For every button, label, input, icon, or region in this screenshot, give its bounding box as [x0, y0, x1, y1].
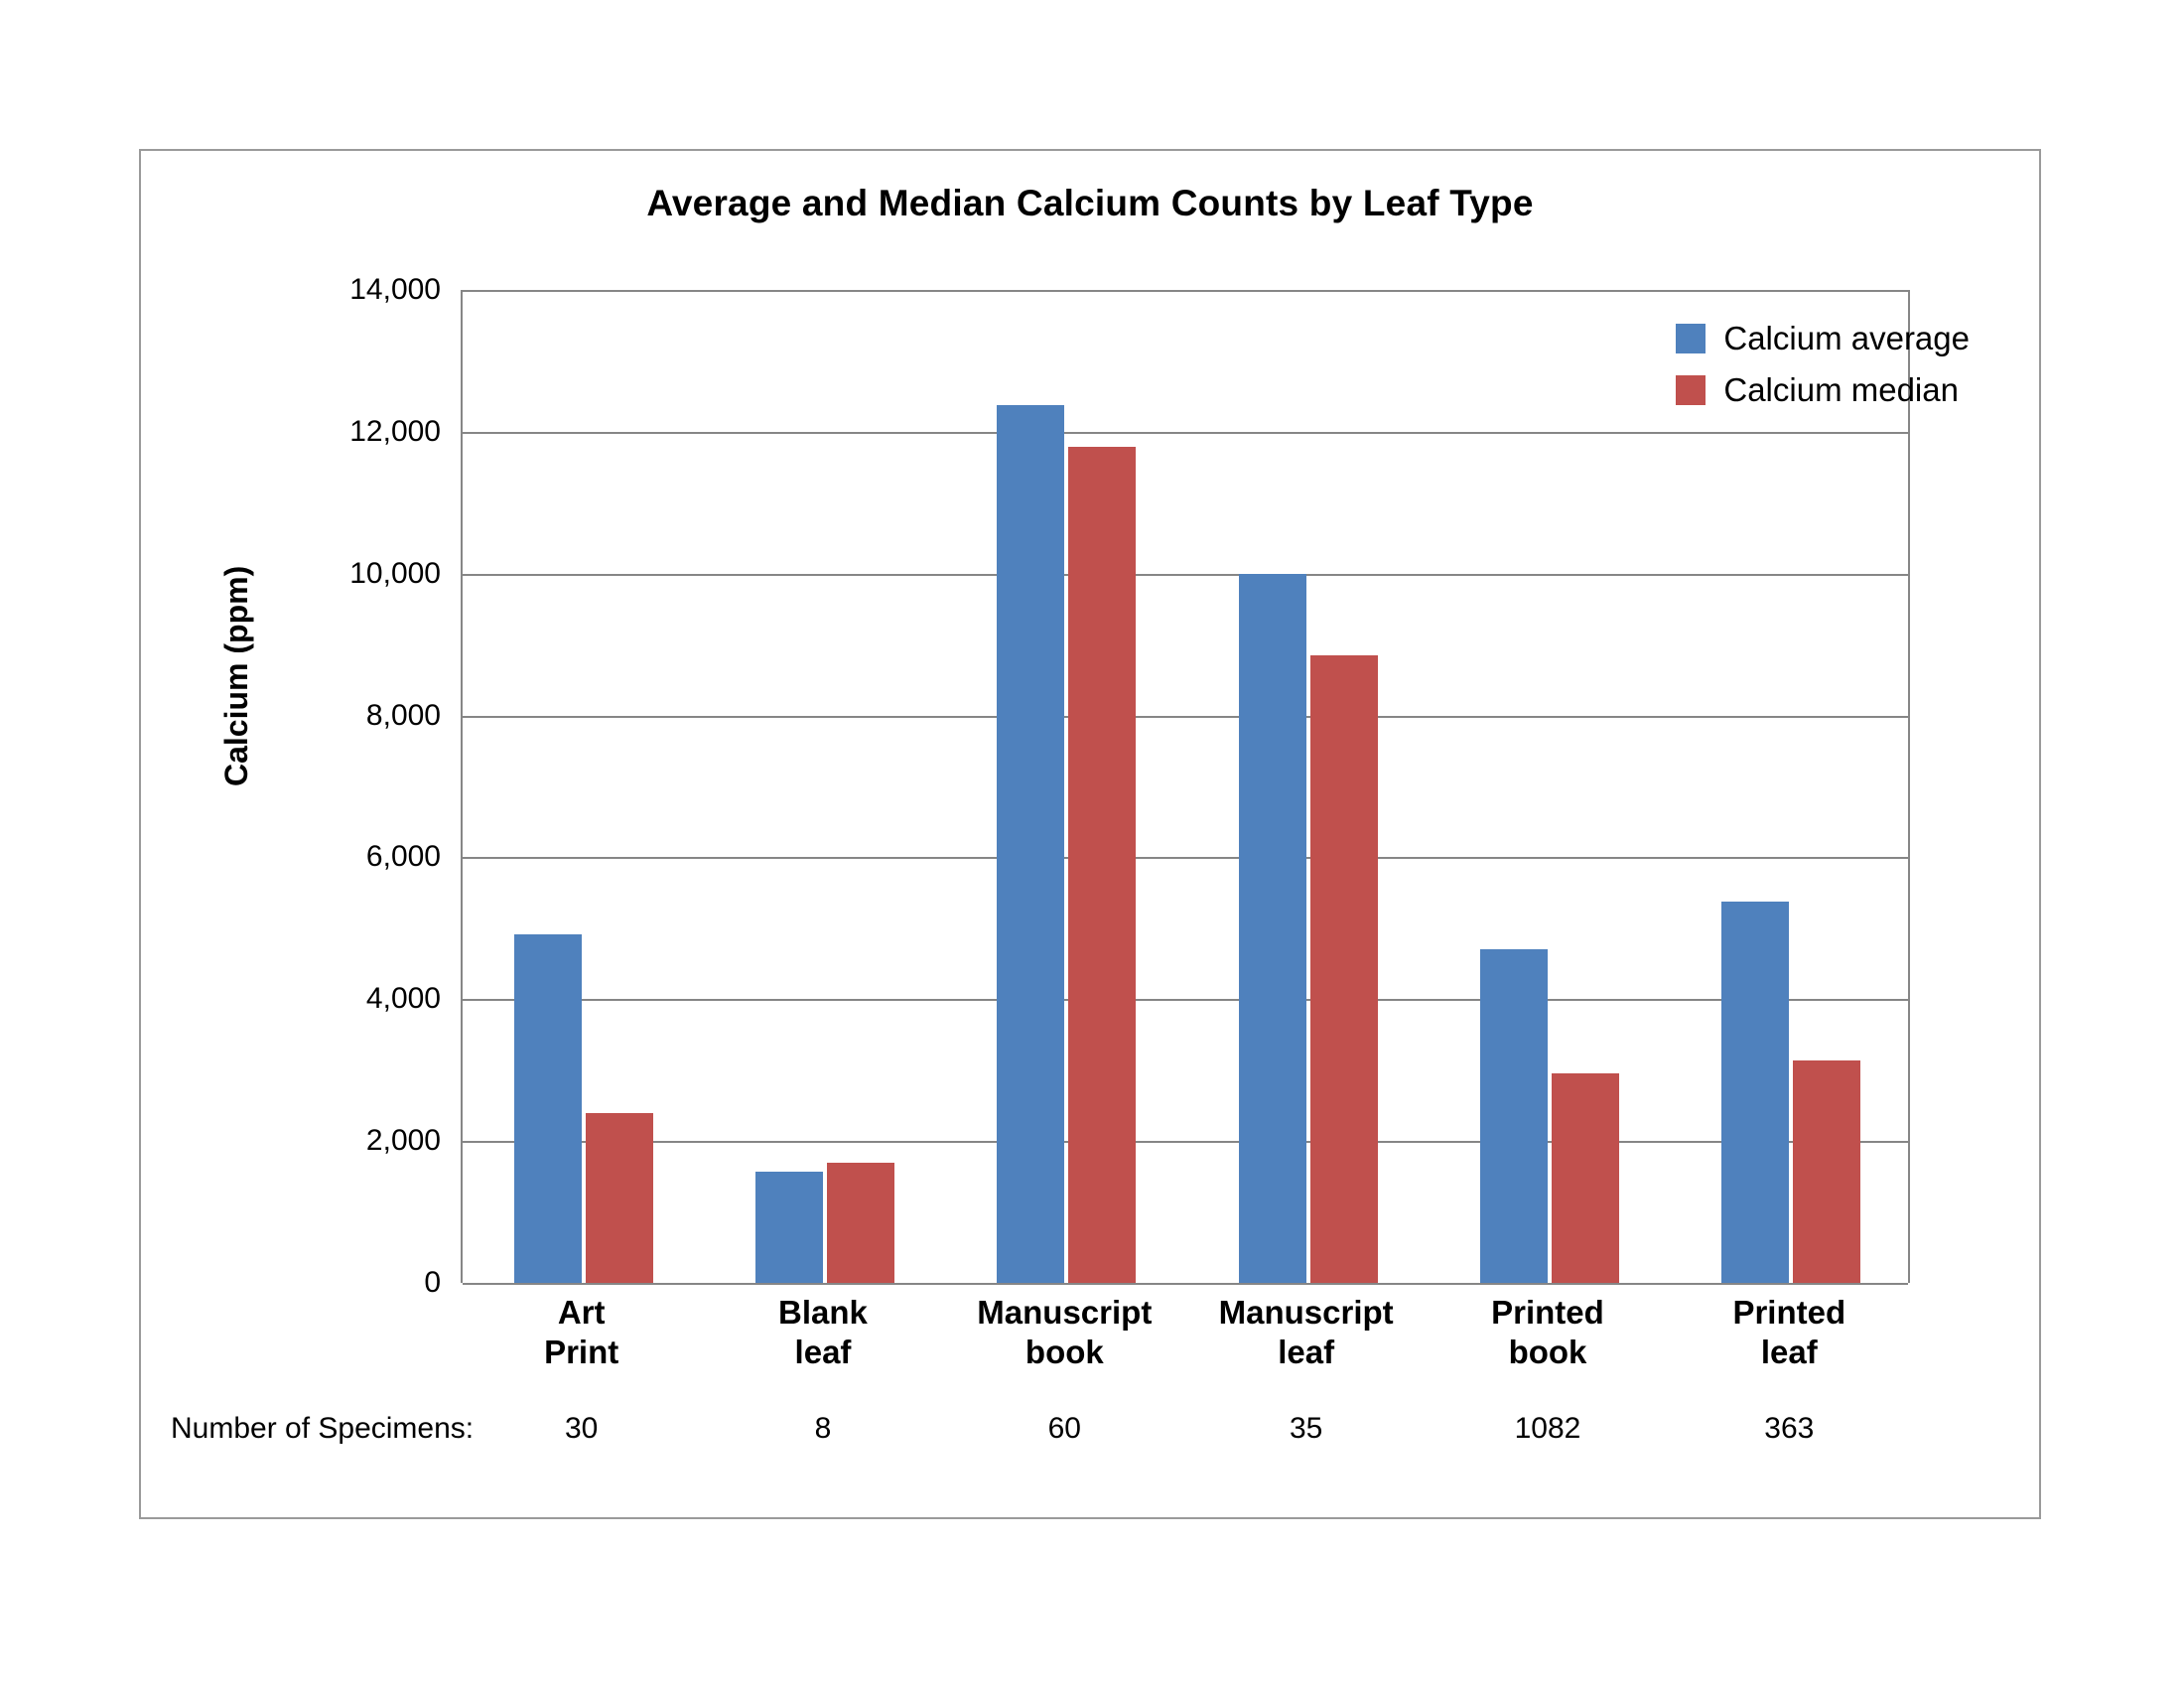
category-label-line: Printed — [1491, 1294, 1604, 1331]
y-axis-tick-label: 2,000 — [365, 1124, 441, 1158]
bar-median — [1793, 1060, 1860, 1283]
bar-average — [1239, 574, 1306, 1283]
x-axis-category-label — [1669, 1293, 1910, 1402]
specimen-count-value: 8 — [814, 1412, 832, 1445]
chart-title: Average and Median Calcium Counts by Leaf Type — [646, 183, 1534, 223]
bar-average — [514, 934, 582, 1283]
y-axis-tick-label: 0 — [424, 1266, 441, 1299]
x-axis-category-label — [461, 1293, 702, 1402]
x-axis-category-label — [702, 1293, 943, 1402]
category-label-line: Manuscript — [977, 1294, 1153, 1331]
bar-median — [1310, 655, 1378, 1283]
specimen-count-value: 30 — [564, 1412, 599, 1445]
x-axis-category-labels — [461, 1293, 1910, 1402]
specimen-count-value: 35 — [1289, 1412, 1323, 1445]
y-axis-tick-label: 10,000 — [349, 556, 441, 590]
y-axis-tick-label: 12,000 — [349, 414, 441, 448]
specimen-count-value: 1082 — [1514, 1412, 1581, 1445]
category-label-line: Blank — [778, 1294, 868, 1331]
y-axis-tick-label: 8,000 — [365, 698, 441, 732]
x-axis-category-label — [1185, 1293, 1427, 1402]
category-label-line: leaf — [1278, 1334, 1335, 1371]
bar-average — [997, 405, 1064, 1283]
category-label-line: Manuscript — [1218, 1294, 1394, 1331]
plot-area — [461, 290, 1910, 1283]
specimen-count-value: 363 — [1764, 1412, 1815, 1445]
category-label-line: Printed — [1732, 1294, 1846, 1331]
bar-median — [586, 1113, 653, 1283]
category-label-line: book — [1024, 1334, 1104, 1371]
legend-label-median: Calcium median — [1723, 371, 1959, 408]
legend-item-calcium-median — [1676, 371, 1970, 409]
category-label-line: leaf — [794, 1334, 852, 1371]
specimen-count-row — [141, 1412, 2039, 1460]
bar-average — [1721, 902, 1789, 1283]
category-label-line: Print — [544, 1334, 619, 1371]
bar-median — [1552, 1073, 1619, 1283]
legend-swatch-icon — [1676, 375, 1706, 405]
category-label-line: leaf — [1760, 1334, 1818, 1371]
y-axis-tick-label: 4,000 — [365, 982, 441, 1016]
x-axis-category-label — [1427, 1293, 1668, 1402]
legend-swatch-icon — [1676, 324, 1706, 353]
category-label-line: Art — [557, 1294, 606, 1331]
bar-median — [1068, 447, 1136, 1283]
category-label-line: book — [1508, 1334, 1587, 1371]
legend-item-calcium-average — [1676, 320, 1970, 357]
specimen-count-value: 60 — [1047, 1412, 1081, 1445]
y-axis-tick-label: 14,000 — [349, 273, 441, 306]
y-axis-title: Calcium (ppm) — [218, 565, 254, 786]
x-axis-line — [463, 1283, 1908, 1285]
specimen-count-label: Number of Specimens: — [171, 1412, 475, 1445]
x-axis-category-label — [944, 1293, 1185, 1402]
bars-layer — [463, 290, 1908, 1283]
specimen-count-values — [461, 1412, 1910, 1446]
bar-median — [827, 1163, 894, 1283]
bar-average — [755, 1172, 823, 1283]
y-axis-tick-label: 6,000 — [365, 840, 441, 874]
bar-average — [1480, 949, 1548, 1283]
chart-legend — [1676, 320, 1970, 423]
legend-label-average: Calcium average — [1723, 320, 1970, 356]
chart-container — [139, 149, 2041, 1519]
